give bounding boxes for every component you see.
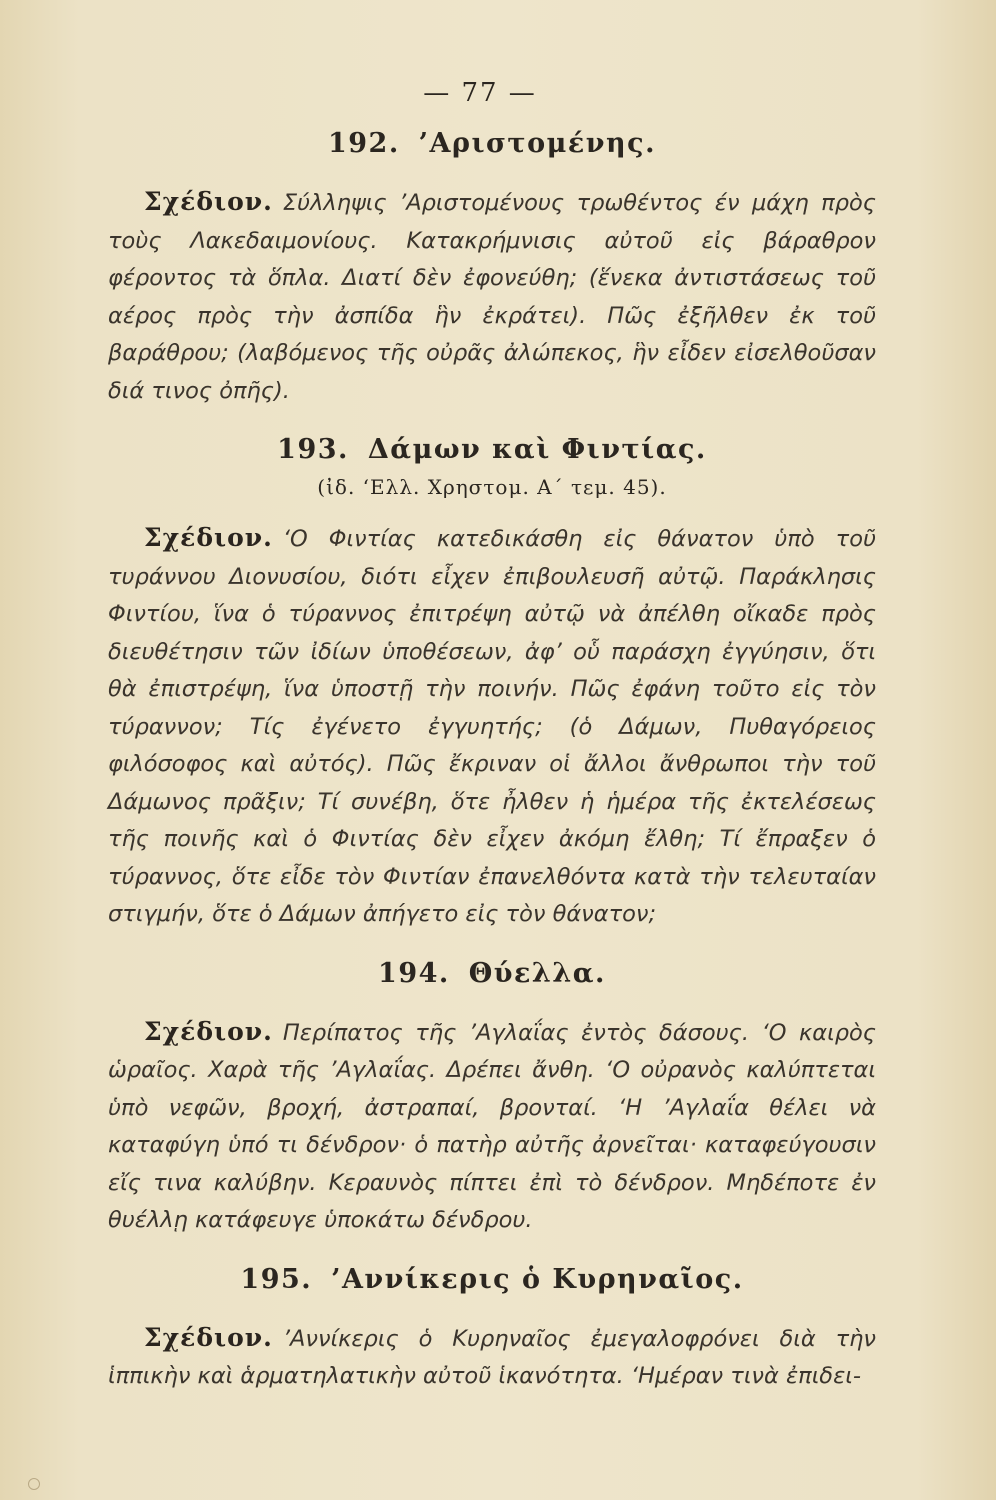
paragraph-text: Περίπατος τῆς ’Αγλαΐας ἐντὸς δάσους. ‘Ο καιρὸς ὡραῖος. Χαρὰ τῆς ’Αγλαΐας. Δρέπει ἄνθη. ‘Ο οὐρανὸς καλύπτεται ὑπὸ νεφῶν, βροχή, ἀστραπαί, βρονταί. ‘Η ’Αγλαΐα θέλει νὰ καταφύγη ὑπό τι δένδρον· ὁ πατὴρ αὐτῆς ἀρνεῖται· καταφεύγουσιν εἴς τινα καλύβην. Κεραυνὸς πίπτει ἐπὶ τὸ δένδρον. Μηδέποτε ἐν θυέλλῃ κατάφευγε ὑποκάτω δένδρου. xyxy=(108,1019,876,1233)
paper-stain xyxy=(28,1478,40,1490)
section-193 xyxy=(108,434,876,934)
section-195 xyxy=(108,1264,876,1396)
section-paragraph xyxy=(108,519,876,934)
section-number: 192. xyxy=(327,128,400,159)
page-content xyxy=(108,128,876,1420)
section-heading xyxy=(108,958,876,989)
section-title: ’Αννίκερις ὁ Κυρηναῖος. xyxy=(331,1263,744,1295)
section-heading xyxy=(108,1264,876,1295)
section-paragraph xyxy=(108,183,876,410)
section-number: 195. xyxy=(240,1263,313,1295)
paragraph-text: ’Αννίκερις ὁ Κυρηναῖος ἐμεγαλοφρόνει διὰ τὴν ἱππικὴν καὶ ἁρματηλατικὴν αὐτοῦ ἱκανότητα. ‘Ημέραν τινὰ ἐπιδει- xyxy=(108,1325,876,1389)
section-title: ’Αριστομένης. xyxy=(418,128,656,159)
plan-label: Σχέδιον. xyxy=(144,1322,273,1352)
section-194 xyxy=(108,958,876,1240)
plan-label: Σχέδιον. xyxy=(144,187,273,216)
page-number: — 77 — xyxy=(423,78,537,108)
source-reference: (ἰδ. ‘Ελλ. Χρηστομ. Α΄ τεμ. 45). xyxy=(317,475,667,499)
section-paragraph xyxy=(108,1013,876,1240)
section-number: 193. xyxy=(277,434,349,465)
section-heading xyxy=(108,128,876,159)
section-number: 194. xyxy=(378,957,450,989)
paragraph-text: Σύλληψις ’Αριστομένους τρωθέντος έν μάχη πρὸς τοὺς Λακεδαιμονίους. Κατακρήμνισις αὐτοῦ εἰς βάραθρον φέροντος τὰ ὅπλα. Διατί δὲν ἐφονεύθη; (ἕνεκα ἀντιστάσεως τοῦ αέρος πρὸς τὴν ἀσπίδα ἣν ἐκράτει). Πῶς ἐξῆλθεν ἐκ τοῦ βαράθρου; (λαβόμενος τῆς οὐρᾶς ἀλώπεκος, ἣν εἶδεν εἰσελθοῦσαν διά τινος ὀπῆς). xyxy=(108,190,876,404)
section-192 xyxy=(108,128,876,410)
section-title: Δάμων καὶ Φιντίας. xyxy=(367,434,707,465)
section-title: Θύελλα. xyxy=(468,957,606,989)
plan-label: Σχέδιον. xyxy=(144,1016,273,1046)
plan-label: Σχέδιον. xyxy=(144,523,273,552)
section-heading xyxy=(108,434,876,465)
paragraph-text: ‘Ο Φιντίας κατεδικάσθη εἰς θάνατον ὑπὸ τοῦ τυράννου Διονυσίου, διότι εἶχεν ἐπιβουλευσῆ αὐτῷ. Παράκλησις Φιντίου, ἵνα ὁ τύραννος ἐπιτρέψη αὐτῷ νὰ ἀπέλθη οἴκαδε πρὸς διευθέτησιν τῶν ἰδίων ὑποθέσεων, ἀφ’ οὗ παράσχη ἐγγύησιν, ὅτι θὰ ἐπιστρέψη, ἵνα ὑποστῇ τὴν ποινήν. Πῶς ἐφάνη τοῦτο εἰς τὸν τύραννον; Τίς ἐγένετο ἐγγυητής; (ὁ Δάμων, Πυθαγόρειος φιλόσοφος καὶ αὐτός). Πῶς ἔκριναν οἱ ἄλλοι ἄνθρωποι τὴν τοῦ Δάμωνος πρᾶξιν; Τί συνέβη, ὅτε ἦλθεν ἡ ἡμέρα τῆς ἐκτελέσεως τῆς ποινῆς καὶ ὁ Φιντίας δὲν εἶχεν ἀκόμη ἔλθη; Τί ἔπραξεν ὁ τύραννος, ὅτε εἶδε τὸν Φιντίαν ἐπανελθόντα κατὰ τὴν τελευταίαν στιγμήν, ὅτε ὁ Δάμων ἀπήγετο εἰς τὸν θάνατον; xyxy=(108,526,876,927)
section-paragraph xyxy=(108,1319,876,1396)
